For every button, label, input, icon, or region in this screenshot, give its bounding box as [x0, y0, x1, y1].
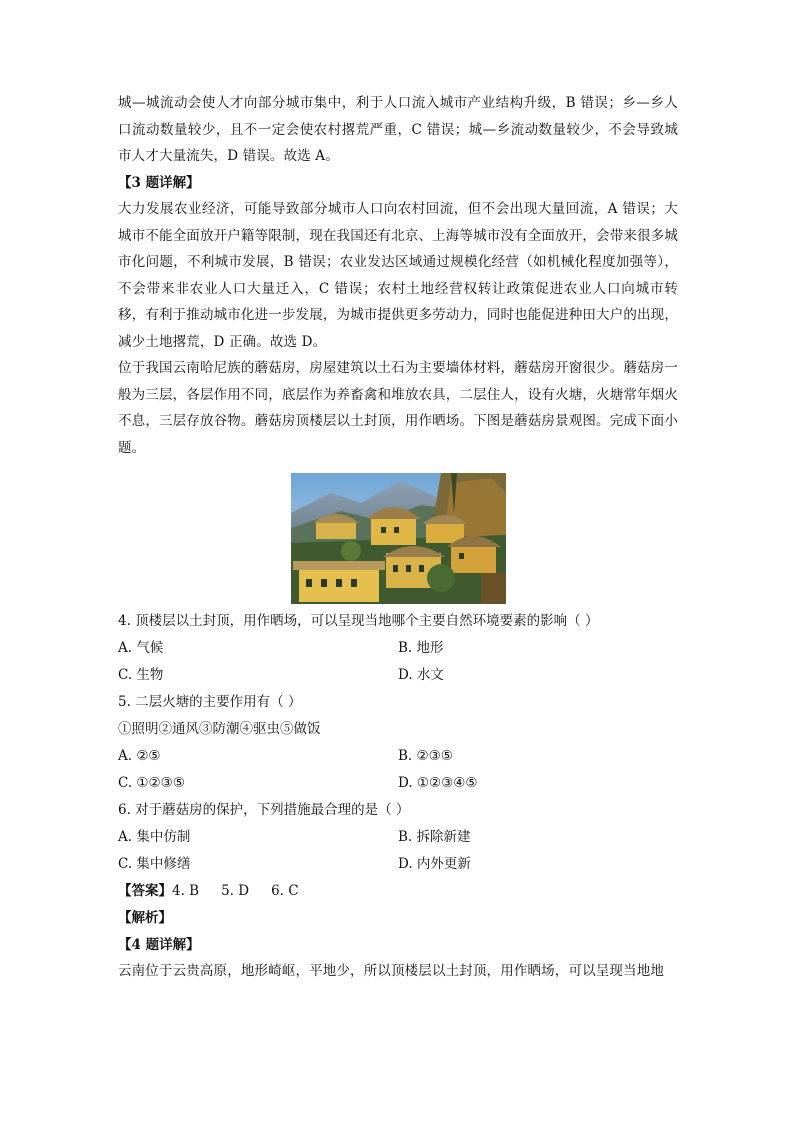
question-6-stem: 6. 对于蘑菇房的保护，下列措施最合理的是（ ） [118, 802, 410, 818]
question-6-options-row-2 [118, 851, 678, 878]
option-5a[interactable]: A. ②⑤ [118, 748, 161, 764]
option-4a[interactable]: A. 气候 [118, 640, 164, 656]
q3-detail: 大力发展农业经济，可能导致部分城市人口向农村回流，但不会出现大量回流，A 错误；大城市不能全面放开户籍等限制，现在我国还有北京、上海等城市没有全面放开，会带来很多城市化问题，不利城市发展，B 错误；农业发达区域通过规模化经营（如机械化程度加强等），不会带来非农业人口大量迁入，C 错误；农村土地经营权转让政策促进农业人口向城市转移，有利于推动城市化进一步发展，为城市提供更多劳动力，同时也能促进种田大户的出现，减少土地撂荒，D 正确。故选 D。 [118, 201, 678, 350]
option-5c[interactable]: C. ①②③⑤ [118, 775, 185, 791]
question-4-stem: 4. 顶楼层以土封顶，用作晒场，可以呈现当地哪个主要自然环境要素的影响（ ） [118, 613, 599, 629]
intro-paragraph: 位于我国云南哈尼族的蘑菇房，房屋建筑以土石为主要墙体材料，蘑菇房开窗很少。蘑菇房一般为三层，各层作用不同，底层作为养畜禽和堆放农具，二层住人，设有火塘，火塘常年烟火不息，三层存放谷物。蘑菇房顶楼层以土封顶，用作晒场。下图是蘑菇房景观图。完成下面小题。 [118, 360, 678, 456]
option-4d[interactable]: D. 水文 [398, 667, 444, 683]
heading-q4: 【4 题详解】 [118, 936, 200, 953]
option-5b[interactable]: B. ②③⑤ [398, 748, 453, 764]
option-6c[interactable]: C. 集中修缮 [118, 856, 191, 872]
heading-q3: 【3 题详解】 [118, 174, 200, 191]
question-5-items: ①照明②通风③防潮④驱虫⑤做饭 [118, 721, 321, 737]
answer-5: 5. D [221, 883, 250, 899]
question-4-options-row-2 [118, 662, 678, 689]
option-6b[interactable]: B. 拆除新建 [398, 829, 471, 845]
q4-detail: 云南位于云贵高原，地形崎岖，平地少，所以顶楼层以土封顶，用作晒场，可以呈现当地地 [118, 963, 664, 979]
question-5-stem: 5. 二层火塘的主要作用有（ ） [118, 694, 302, 710]
question-4-options-row-1 [118, 635, 678, 662]
option-4c[interactable]: C. 生物 [118, 667, 164, 683]
question-6-options-row-1 [118, 824, 678, 851]
document-page [118, 90, 678, 985]
answer-label: 【答案】 [118, 883, 172, 899]
option-6d[interactable]: D. 内外更新 [398, 856, 471, 872]
option-4b[interactable]: B. 地形 [398, 640, 444, 656]
paragraph-top: 城—城流动会使人才向部分城市集中，利于人口流入城市产业结构升级，B 错误；乡—乡人口流动数量较少，且不一定会使农村撂荒严重，C 错误；城—乡流动数量较少，不会导致城市人才大量流失，D 错误。故选 A。 [118, 95, 678, 164]
question-5-options-row-2 [118, 770, 678, 797]
option-5d[interactable]: D. ①②③④⑤ [398, 775, 478, 791]
mushroom-house-illustration [291, 473, 506, 604]
option-6a[interactable]: A. 集中仿制 [118, 829, 191, 845]
analysis-label: 【解析】 [118, 910, 172, 926]
question-5-options-row-1 [118, 743, 678, 770]
answer-6: 6. C [271, 883, 299, 899]
answer-4: 4. B [172, 883, 200, 899]
mushroom-house-photo [291, 473, 506, 604]
answer-line [118, 878, 678, 905]
